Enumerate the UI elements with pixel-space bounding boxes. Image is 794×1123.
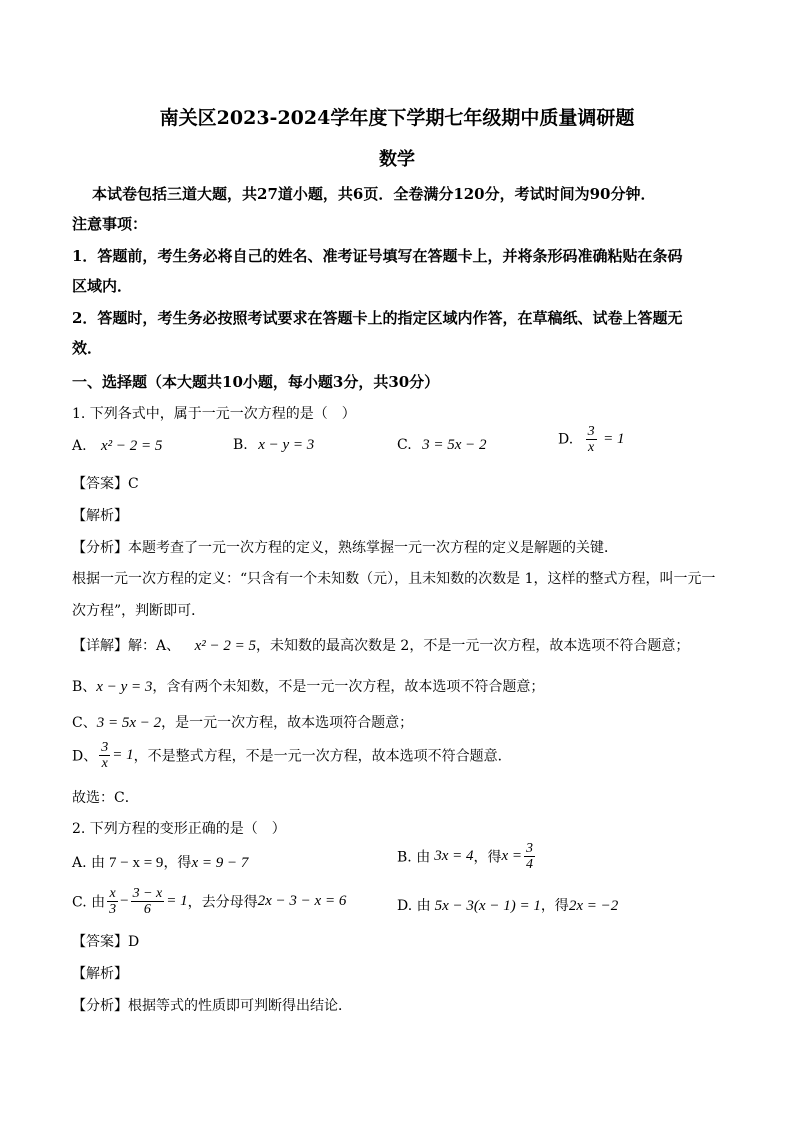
q1-option-b-label: B. [233, 437, 248, 453]
q1-analysis-label: 【解析】 [72, 508, 128, 524]
section-1-heading: 一、选择题（本大题共10小题，每小题3分，共30分） [72, 373, 440, 391]
q1-stem: 1. 下列各式中，属于一元一次方程的是（ ） [72, 406, 356, 422]
q1-detail-b: B、x − y = 3，含有两个未知数，不是一元一次方程，故本选项不符合题意； [72, 679, 545, 695]
q1-option-b [233, 437, 314, 454]
q1-option-d-label: D. [558, 431, 574, 448]
note-1-line-2: 区域内． [72, 277, 133, 295]
q1-option-d-fraction: $\frac{3}{x}$ [587, 424, 595, 455]
exam-title: 南关区2023-2024学年度下学期七年级期中质量调研题 [159, 107, 635, 129]
q1-option-d-rest: = 1 [603, 431, 625, 447]
q1-option-b-math: x − y = 3 [258, 437, 315, 453]
q2-stem: 2. 下列方程的变形正确的是（ ） [72, 821, 286, 837]
q1-option-c [397, 437, 487, 454]
q1-definition-line-2: 次方程”，判断即可． [72, 603, 206, 619]
q1-choice: 故选：C． [72, 790, 139, 806]
q1-detail-c: C、3 = 5x − 2，是一元一次方程，故本选项符合题意； [72, 715, 414, 731]
q2-option-c-fraction-1: $\frac{x}{3}$ [109, 886, 117, 917]
q1-fenxi: 【分析】本题考查了一元一次方程的定义，熟练掌握一元一次方程的定义是解题的关键． [72, 540, 618, 556]
q2-option-b-fraction: $\frac{3}{4}$ [526, 841, 534, 872]
q2-answer: 【答案】D [72, 934, 140, 950]
q1-option-a [72, 438, 162, 455]
q2-option-d: D. 由 5x − 3(x − 1) = 1，得2x = −2 [397, 898, 619, 914]
notice-heading: 注意事项： [72, 215, 148, 233]
q2-option-b: B. 由 3x = 4，得x = $\frac{3}{4}$ [397, 841, 534, 872]
note-2-line-2: 效． [72, 339, 103, 357]
q1-detail-a: 【详解】解：A、 x² − 2 = 5，未知数的最高次数是 2，不是一元一次方程，故本选项不符合题意； [72, 638, 690, 654]
subject-title: 数学 [379, 149, 415, 170]
q1-option-c-math: 3 = 5x − 2 [422, 437, 487, 453]
q1-definition-line-1: 根据一元一次方程的定义：“只含有一个未知数（元），且未知数的次数是 1，这样的整式方程，叫一元一 [72, 571, 716, 587]
q1-detail-d: D、 $\frac{3}{x}$ = 1，不是整式方程，不是一元一次方程，故本选项不符合题意． [72, 740, 512, 771]
note-1-line-1: 1．答题前，考生务必将自己的姓名、准考证号填写在答题卡上，并将条形码准确粘贴在条码 [72, 247, 683, 265]
q1-answer: 【答案】C [72, 476, 139, 492]
q1-detail-d-fraction: $\frac{3}{x}$ [101, 740, 109, 771]
q2-analysis-label: 【解析】 [72, 966, 128, 982]
q1-option-a-math: x² − 2 = 5 [101, 438, 163, 454]
q1-option-d [558, 424, 624, 455]
q2-option-a: A. 由 7 − x = 9，得x = 9 − 7 [72, 855, 249, 871]
exam-summary: 本试卷包括三道大题，共27道小题，共6页．全卷满分120分，考试时间为90分钟． [92, 185, 656, 203]
q2-fenxi: 【分析】根据等式的性质即可判断得出结论． [72, 998, 352, 1014]
q1-option-a-label: A. [72, 438, 87, 454]
q2-option-c: C. 由 $\frac{x}{3}$ − $\frac{3 - x}{6}$ = 1，去分母得2x − 3 − x = 6 [72, 886, 347, 917]
note-2-line-1: 2．答题时，考生务必按照考试要求在答题卡上的指定区域内作答，在草稿纸、试卷上答题无 [72, 309, 683, 327]
q1-option-c-label: C. [397, 437, 412, 453]
q2-option-c-fraction-2: $\frac{3 - x}{6}$ [132, 886, 163, 917]
